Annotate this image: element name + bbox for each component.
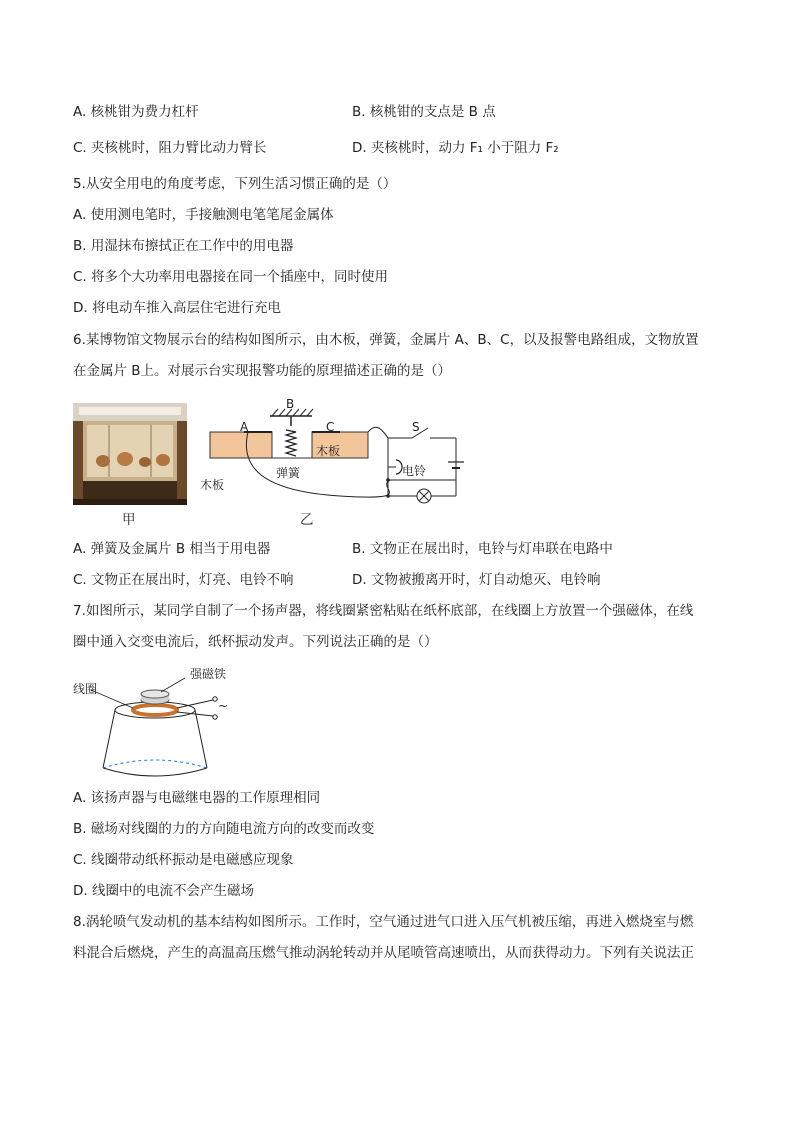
q7-option-a: A. 该扬声器与电磁继电器的工作原理相同 <box>73 790 321 806</box>
figure-label-yi: 乙 <box>300 512 314 528</box>
q6-option-a: A. 弹簧及金属片 B 相当于用电器 <box>73 541 271 557</box>
q4-option-c: C. 夹核桃时，阻力臂比动力臂长 <box>73 140 267 156</box>
label-a: A <box>240 420 249 434</box>
label-board-top: 木板 <box>316 444 341 458</box>
q7-option-b: B. 磁场对线圈的力的方向随电流方向的改变而改变 <box>73 821 375 837</box>
q4-option-a: A. 核桃钳为费力杠杆 <box>73 104 199 120</box>
q7-stem-line1: 7.如图所示，某同学自制了一个扬声器，将线圈紧密粘贴在纸杯底部，在线圈上方放置一个强磁体，在线 <box>73 603 694 619</box>
figure-label-jia: 甲 <box>122 512 136 528</box>
q5-stem: 5.从安全用电的角度考虑，下列生活习惯正确的是（） <box>73 176 397 192</box>
q4-option-d: D. 夹核桃时，动力 F₁ 小于阻力 F₂ <box>352 140 559 156</box>
museum-photo <box>73 403 187 505</box>
q4-option-b: B. 核桃钳的支点是 B 点 <box>352 104 496 120</box>
q6-option-b: B. 文物正在展出时，电铃与灯串联在电路中 <box>352 541 613 557</box>
label-s: S <box>412 420 420 434</box>
label-coil: 线圈 <box>73 682 98 696</box>
q6-stem-line1: 6.某博物馆文物展示台的结构如图所示，由木板，弹簧，金属片 A、B、C，以及报警电路组成，文物放置 <box>73 332 699 348</box>
q5-option-b: B. 用湿抹布擦拭正在工作中的用电器 <box>73 238 294 254</box>
label-bell: 电铃 <box>402 464 427 478</box>
q6-stem-line2: 在金属片 B上。对展示台实现报警功能的原理描述正确的是（） <box>73 363 452 379</box>
label-b: B <box>286 397 295 411</box>
q8-stem-line1: 8.涡轮喷气发动机的基本结构如图所示。工作时，空气通过进气口进入压气机被压缩，再进入燃烧室与燃 <box>73 914 694 930</box>
label-board-left: 木板 <box>200 478 225 492</box>
q6-option-c: C. 文物正在展出时，灯亮、电铃不响 <box>73 572 294 588</box>
q7-option-d: D. 线圈中的电流不会产生磁场 <box>73 883 254 899</box>
q5-option-c: C. 将多个大功率用电器接在同一个插座中，同时使用 <box>73 269 389 285</box>
q8-stem-line2: 料混合后燃烧，产生的高温高压燃气推动涡轮转动并从尾喷管高速喷出，从而获得动力。下列有关说法正 <box>73 945 694 961</box>
label-magnet: 强磁铁 <box>190 667 227 681</box>
q7-stem-line2: 圈中通入交变电流后，纸杯振动发声。下列说法正确的是（） <box>73 634 438 650</box>
label-c: C <box>326 420 335 434</box>
label-spring: 弹簧 <box>276 466 301 480</box>
q6-option-d: D. 文物被搬离开时，灯自动熄灭、电铃响 <box>352 572 601 588</box>
q7-option-c: C. 线圈带动纸杯振动是电磁感应现象 <box>73 852 294 868</box>
q5-option-d: D. 将电动车推入高层住宅进行充电 <box>73 300 281 316</box>
q5-option-a: A. 使用测电笔时，手接触测电笔笔尾金属体 <box>73 207 334 223</box>
label-ac: ~ <box>218 699 229 713</box>
